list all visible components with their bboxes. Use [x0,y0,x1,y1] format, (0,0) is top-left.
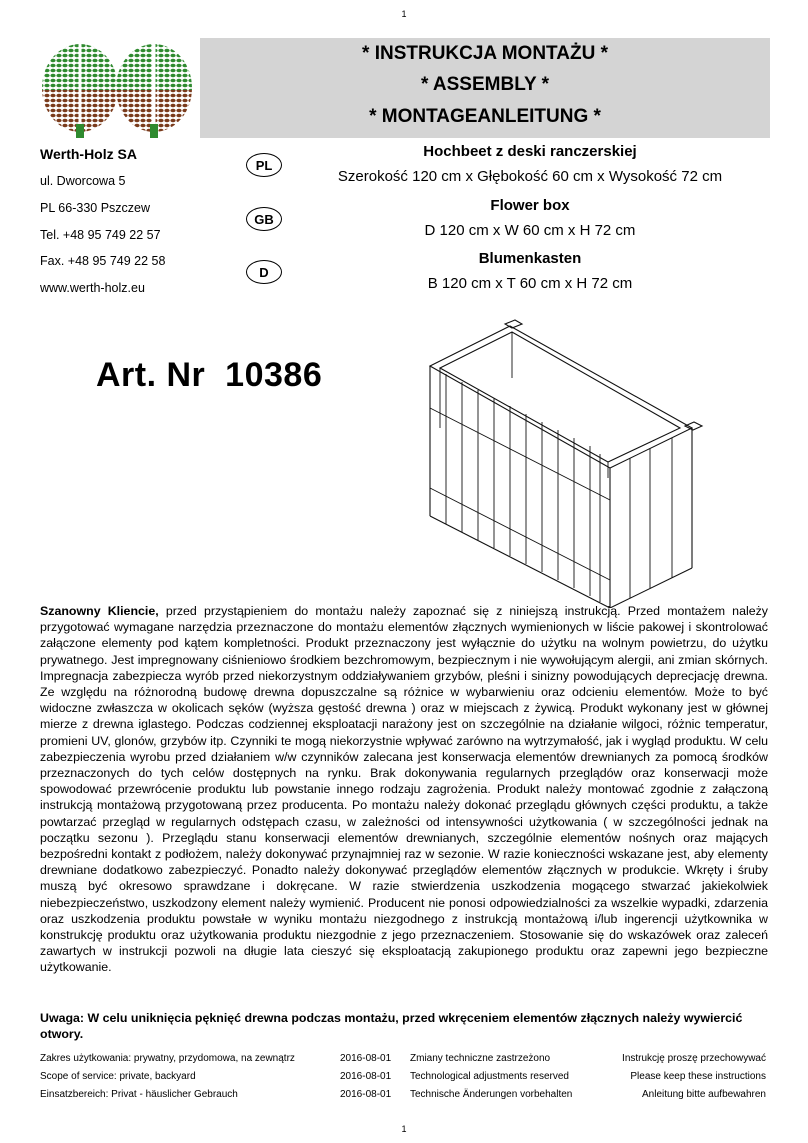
footer-note: Technische Änderungen vorbehalten [410,1089,573,1100]
footer-note: Zmiany techniczne zastrzeżono [410,1053,551,1064]
company-web: www.werth-holz.eu [40,281,145,295]
page-number-top: 1 [401,9,407,19]
product-name-de: Blumenkasten [478,250,582,267]
title-en: * ASSEMBLY * [420,74,550,95]
footer-row [40,1053,768,1067]
footer-note: Technological adjustments reserved [410,1071,569,1082]
company-tel: Tel. +48 95 749 22 57 [40,228,161,242]
footer-scope: Scope of service: private, backyard [40,1071,196,1082]
product-name-en: Flower box [490,197,570,214]
intro-greeting: Szanowny Kliencie, [40,604,159,618]
product-dims-de: B 120 cm x T 60 cm x H 72 cm [427,275,633,292]
product-dims-en: D 120 cm x W 60 cm x H 72 cm [424,222,636,239]
footer-date: 2016-08-01 [340,1089,392,1100]
company-fax: Fax. +48 95 749 22 58 [40,254,166,268]
footer-row [40,1089,768,1103]
company-city: PL 66-330 Pszczew [40,201,151,215]
assembly-warning: Uwaga: W celu uniknięcia pęknięć drewna podczas montażu, przed wkręceniem elementów złącznych należy wywiercić otwory. [40,1011,743,1041]
tree-logo-icon [38,38,198,138]
footer-keep: Please keep these instructions [630,1071,766,1082]
footer-keep: Anleitung bitte aufbewahren [642,1089,766,1100]
product-name-pl: Hochbeet z deski ranczerskiej [423,143,637,160]
footer-scope: Zakres użytkowania: prywatny, przydomowa, na zewnątrz [40,1053,295,1064]
footer-row [40,1071,768,1085]
footer-date: 2016-08-01 [340,1053,392,1064]
country-badge-pl: PL [246,153,282,177]
title-pl: * INSTRUKCJA MONTAŻU * [362,43,608,64]
company-street: ul. Dworcowa 5 [40,174,126,188]
page-number-bottom: 1 [401,1124,407,1134]
company-name: Werth-Holz SA [40,146,137,162]
title-de: * MONTAGEANLEITUNG * [369,106,601,127]
footer-keep: Instrukcję proszę przechowywać [622,1053,766,1064]
article-number: Art. Nr 10386 [96,356,323,394]
intro-paragraph [40,603,768,976]
product-dims-pl: Szerokość 120 cm x Głębokość 60 cm x Wysokość 72 cm [337,168,723,185]
flower-box-drawing [410,318,710,608]
footer-date: 2016-08-01 [340,1071,392,1082]
country-badge-d: D [246,260,282,284]
country-badge-gb: GB [246,207,282,231]
company-logo [38,38,198,138]
footer-scope: Einsatzbereich: Privat - häuslicher Gebrauch [40,1089,238,1100]
intro-text: przed przystąpieniem do montażu należy zapoznać się z niniejszą instrukcją. Przed montażem należy przygotować wymagane narzędzia przeznaczone do montażu elementów złącznych wymienionych w liście pakowej i skontrolować załączone elementy pod kątem kompletności. Produkt przeznaczony jest wyłącznie do użytku na wolnym powietrzu, do użytku prywatnego. Jest impregnowany ciśnieniowo środkiem bezchromowym, bezpiecznym i nie wywołującym alergii, ani zmian skórnych. Impregnacja zabezpiecza wyrób przed niekorzystnym oddziaływaniem grzybów, pleśni i sinizny powodujących deprecjację drewna. Ze względu na różnorodną budowę drewna dopuszczalne są różnice w wybarwieniu oraz odcieniu elementów. Może to być widoczne zwłaszcza w okolicach sęków (wyższa gęstość drewna ) oraz w miejscach z żywicą. Produkt wykonany jest w głównej mierze z drewna iglastego. Podczas codziennej eksploatacji narażony jest on szczególnie na działanie wilgoci, różnic temperatur, promieni UV, glonów, grzybów itp. Czynniki te mogą niekorzystnie wpływać zarówno na wytrzymałość, jak i wygląd produktu. W celu zabezpieczenia wyrobu przed działaniem w/w czynników zalecana jest konserwacja elementów drewnianych za pomocą środków przeznaczonych do tych celów dostępnych na rynku. Brak dokonywania regularnych przeglądów oraz konserwacji może spowodować przewrócenie produktu lub powstanie innego rodzaju zagrożenia. Produkt należy montować zgodnie z załączoną instrukcją montażową przygotowaną przez producenta. Po montażu należy dokonać przeglądu głównych części produktu, a także powtarzać przegląd w regularnych odstępach czasu, w zależności od intensywności użytkowania ( w szczególności jednak na początku sezonu ). Przeglądu stanu konserwacji elementów drewnianych, szczególnie elementów nośnych oraz mających bezpośredni kontakt z podłożem, należy dokonywać przynajmniej raz w sezonie. W razie konieczności wskazane jest, aby elementy drewniane dodatkowo zabezpieczyć. Ponadto należy dokonywać przeglądów elementów złącznych w produkcie. Wkręty i śruby muszą być okresowo sprawdzane i dokręcane. W razie stwierdzenia uszkodzenia mogącego stwarzać jakiekolwiek niebezpieczeństwo, uszkodzony element należy wymienić. Producent nie ponosi odpowiedzialności za wszelkie wypadki, zdarzenia oraz uszkodzenia produktu powstałe w wyniku montażu niezgodnego z instrukcją montażową i/lub ingerencji użytkownika w konstrukcję produktu oraz użytkowania produktu niezgodnie z jego przeznaczeniem. Stosowanie się do wskazówek oraz zaleceń zawartych w instrukcji pozwoli na długie lata cieszyć się eksploatacją zakupionego produktu oraz zapewni jego bezpieczne użytkowanie. [40,604,768,975]
